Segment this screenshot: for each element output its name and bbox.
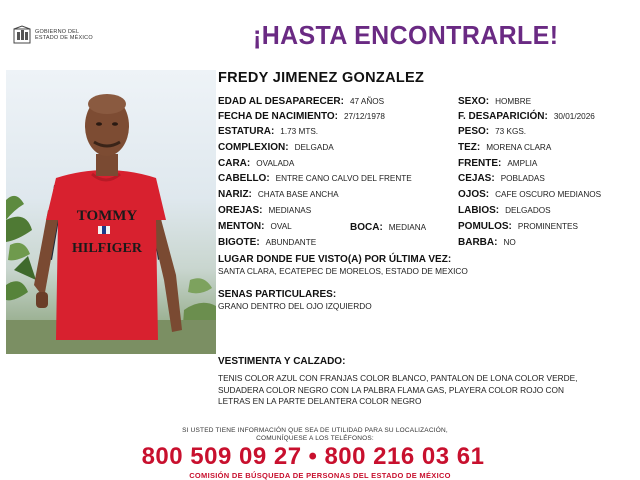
person-name: FREDY JIMENEZ GONZALEZ [218, 70, 425, 86]
field-frente [458, 158, 537, 169]
field-labios [458, 205, 551, 216]
last-seen-label: LUGAR DONDE FUE VISTO(A) POR ÚLTIMA VEZ: [218, 254, 452, 265]
label-peso: PESO: [458, 126, 490, 137]
phone-numbers [108, 443, 518, 471]
value-barba: NO [503, 238, 516, 247]
last-seen-value: SANTA CLARA, ECATEPEC DE MORELOS, ESTADO DE MEXICO [218, 266, 468, 276]
label-estatura: ESTATURA: [218, 126, 275, 137]
value-peso: 73 KGS. [495, 127, 527, 136]
label-frente: FRENTE: [458, 158, 502, 169]
phone-2: 800 216 03 61 [324, 443, 485, 470]
field-edad [218, 96, 384, 107]
phone-1: 800 509 09 27 [141, 443, 302, 470]
field-estatura [218, 126, 318, 137]
state-government-logo [12, 24, 122, 46]
label-nacimiento: FECHA DE NACIMIENTO: [218, 111, 338, 122]
field-orejas [218, 205, 311, 216]
shirt-text-2: HILFIGER [71, 241, 143, 256]
value-complexion: DELGADA [294, 143, 334, 152]
value-cara: OVALADA [256, 159, 295, 168]
label-cejas: CEJAS: [458, 173, 495, 184]
commission-name: COMISIÓN DE BÚSQUEDA DE PERSONAS DEL ESTADO DE MÉXICO [189, 471, 451, 480]
contact-notice [140, 427, 490, 443]
phone-separator: • [308, 443, 318, 470]
field-cabello [218, 173, 412, 184]
field-menton [218, 221, 292, 232]
person-photo [6, 70, 216, 354]
senas-label: SENAS PARTICULARES: [218, 289, 337, 300]
value-frente: AMPLIA [507, 159, 538, 168]
label-barba: BARBA: [458, 237, 498, 248]
value-labios: DELGADOS [505, 206, 551, 215]
value-orejas: MEDIANAS [268, 206, 312, 215]
field-barba [458, 237, 516, 248]
label-complexion: COMPLEXION: [218, 142, 289, 153]
field-tez [458, 142, 551, 153]
logo-line-1: GOBIERNO DEL [35, 29, 80, 35]
label-orejas: OREJAS: [218, 205, 263, 216]
field-pomulos [458, 221, 578, 232]
field-complexion [218, 142, 334, 153]
vestimenta-label: VESTIMENTA Y CALZADO: [218, 356, 346, 367]
field-boca [350, 222, 426, 233]
value-nariz: CHATA BASE ANCHA [257, 190, 339, 199]
value-menton: OVAL [270, 222, 292, 231]
value-boca: MEDIANA [388, 223, 427, 232]
field-bigote [218, 237, 316, 248]
field-ojos [458, 189, 601, 200]
logo-line-2: ESTADO DE MÉXICO [35, 35, 93, 41]
label-sexo: SEXO: [458, 96, 490, 107]
label-labios: LABIOS: [458, 205, 500, 216]
label-boca: BOCA: [350, 222, 383, 233]
value-nacimiento: 27/12/1978 [344, 112, 385, 121]
field-nacimiento [218, 111, 385, 122]
value-sexo: HOMBRE [495, 97, 532, 106]
field-peso [458, 126, 526, 137]
value-cabello: ENTRE CANO CALVO DEL FRENTE [275, 174, 412, 183]
value-desaparicion: 30/01/2026 [553, 112, 595, 121]
label-nariz: NARIZ: [218, 189, 252, 200]
label-cabello: CABELLO: [218, 173, 270, 184]
label-pomulos: POMULOS: [458, 221, 512, 232]
field-cejas [458, 173, 545, 184]
value-edad: 47 AÑOS [349, 97, 385, 106]
label-tez: TEZ: [458, 142, 481, 153]
field-cara [218, 158, 294, 169]
label-edad: EDAD AL DESAPARECER: [218, 96, 344, 107]
headline-title: ¡HASTA ENCONTRARLE! [253, 20, 559, 50]
field-sexo [458, 96, 531, 107]
value-pomulos: PROMINENTES [517, 222, 578, 231]
shirt-text-1: TOMMY [76, 208, 138, 224]
vestimenta-value: TENIS COLOR AZUL CON FRANJAS COLOR BLANCO, PANTALON DE LONA COLOR VERDE, SUDADERA COLOR NEGRO CON LA PALBRA FLAMA GAS, PLAYERA COLOR ROJO CON LETRAS EN LA PARTE DELANTERA COLOR NEGRO [218, 373, 578, 406]
value-estatura: 1.73 MTS. [280, 127, 319, 136]
label-bigote: BIGOTE: [218, 237, 260, 248]
field-nariz [218, 189, 339, 200]
notice-line-2: COMUNÍQUESE A LOS TELÉFONOS: [256, 435, 374, 442]
label-menton: MENTON: [218, 221, 265, 232]
field-desaparicion [458, 111, 595, 122]
label-ojos: OJOS: [458, 189, 490, 200]
value-cejas: POBLADAS [500, 174, 545, 183]
value-bigote: ABUNDANTE [265, 238, 317, 247]
value-ojos: CAFE OSCURO MEDIANOS [495, 190, 602, 199]
notice-line-1: SI USTED TIENE INFORMACIÓN QUE SEA DE UTILIDAD PARA SU LOCALIZACIÓN, [182, 427, 448, 434]
label-cara: CARA: [218, 158, 251, 169]
senas-value: GRANO DENTRO DEL OJO IZQUIERDO [218, 301, 372, 311]
state-crest-icon [12, 25, 32, 45]
label-desaparicion: F. DESAPARICIÓN: [458, 111, 548, 122]
value-tez: MORENA CLARA [486, 143, 552, 152]
